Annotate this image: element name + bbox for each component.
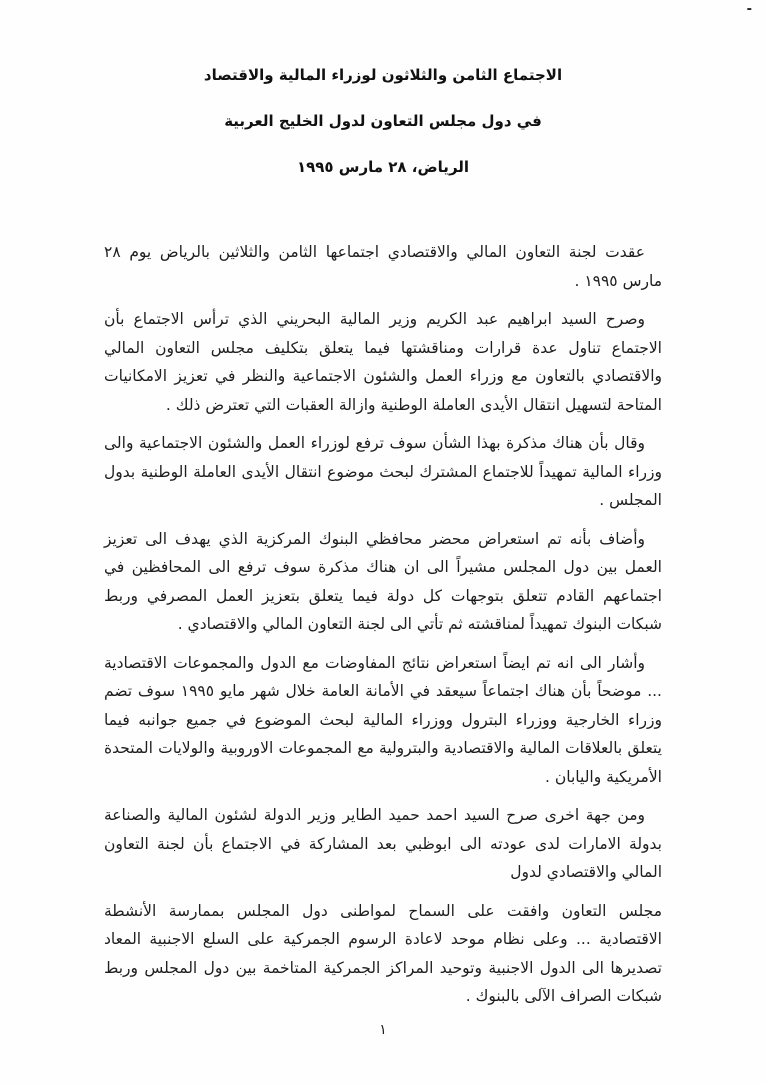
paragraph-4: وأضاف بأنه تم استعراض محضر محافظي البنوك المركزية الذي يهدف الى تعزيز العمل بين دول المجلس مشيراً الى ان هناك مذكرة سوف ترفع الى المحافظين في اجتماعهم القادم تتعلق بتوجهات كل دولة فيما يتعلق بتعزيز العمل المصرفي وربط شبكات البنوك تمهيداً لمناقشته ثم تأتي الى لجنة التعاون المالي والاقتصادي . (104, 529, 662, 633)
document-body (104, 238, 662, 1011)
paragraph-6: ومن جهة اخرى صرح السيد احمد حميد الطاير وزير الدولة لشئون المالية والصناعة بدولة الامارات لدى عودته الى ابوظبي بعد المشاركة في الاجتماع بأن لجنة التعاون المالي والاقتصادي لدول (104, 806, 662, 881)
title-line-1: الاجتماع الثامن والثلاثون لوزراء المالية والاقتصاد (203, 66, 563, 84)
paragraph-2: وصرح السيد ابراهيم عبد الكريم وزير المالية البحريني الذي ترأس الاجتماع بأن الاجتماع تناول عدة قرارات ومناقشتها فيما يتعلق بتكليف مجلس التعاون المالي والاقتصادي بالتعاون مع وزراء العمل والشئون الاجتماعية والنظر في تعزيز الامكانيات المتاحة لتسهيل انتقال الأيدى العاملة الوطنية وازالة العقبات التي تعترض ذلك . (104, 310, 662, 414)
paragraph-3: وقال بأن هناك مذكرة بهذا الشأن سوف ترفع لوزراء العمل والشئون الاجتماعية والى وزراء المالية تمهيداً للاجتماع المشترك لبحث موضوع انتقال الأيدى العاملة الوطنية بدول المجلس . (104, 434, 662, 509)
paragraph-7: مجلس التعاون وافقت على السماح لمواطنى دول المجلس بممارسة الأنشطة الاقتصادية ... وعلى نظام موحد لاعادة الرسوم الجمركية على السلع الاجنبية المعاد تصديرها الى الدول الاجنبية وتوحيد المراكز الجمركية المتاخمة بين دول المجلس وربط شبكات الصراف الآلى بالبنوك . (104, 901, 662, 1005)
title-line-2: في دول مجلس التعاون لدول الخليج العربية (224, 112, 542, 130)
title-line-3: الرياض، ٢٨ مارس ١٩٩٥ (296, 158, 470, 176)
corner-mark: - (746, 2, 752, 17)
page-number: ١ (379, 1022, 387, 1038)
paragraph-5: وأشار الى انه تم ايضاً استعراض نتائج المفاوضات مع الدول والمجموعات الاقتصادية ... موضحاً بأن هناك اجتماعاً سيعقد في الأمانة العامة خلال شهر مايو ١٩٩٥ سوف تضم وزراء الخارجية ووزراء البترول ووزراء المالية لبحث الموضوع في جميع جوانبه فيما يتعلق بالعلاقات المالية والاقتصادية والبترولية مع المجموعات الاوروبية والولايات المتحدة الأمريكية واليابان . (104, 653, 662, 786)
document-header (0, 0, 766, 176)
paragraph-1: عقدت لجنة التعاون المالي والاقتصادي اجتماعها الثامن والثلاثين بالرياض يوم ٢٨ مارس ١٩٩٥ . (104, 243, 662, 290)
